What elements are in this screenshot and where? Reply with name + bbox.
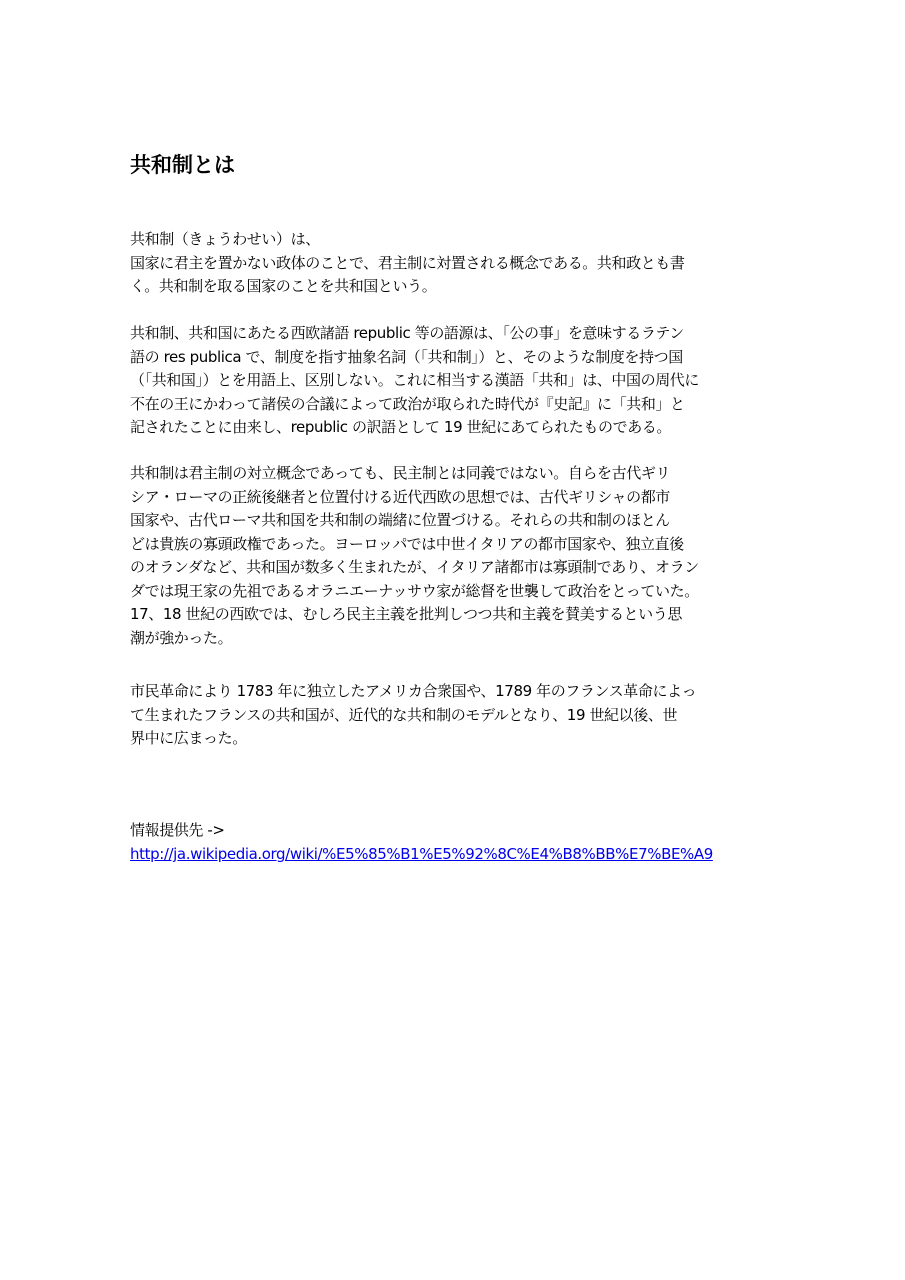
source-section — [130, 818, 713, 866]
text-line: どは貴族の寡頭政権であった。ヨーロッパでは中世イタリアの都市国家や、独立直後 — [130, 534, 684, 553]
text-line: シア・ローマの正統後継者と位置付ける近代西欧の思想では、古代ギリシャの都市 — [130, 487, 670, 506]
text-line: て生まれたフランスの共和国が、近代的な共和制のモデルとなり、19 世紀以後、世 — [130, 705, 678, 724]
text-line: 国家に君主を置かない政体のことで、君主制に対置される概念である。共和政とも書 — [130, 253, 685, 272]
text-line: く。共和制を取る国家のことを共和国という。 — [130, 277, 437, 295]
text-line: 17、18 世紀の西欧では、むしろ民主主義を批判しつつ共和主義を賛美するという思 — [130, 605, 682, 623]
source-label: 情報提供先 -> — [130, 821, 225, 839]
text-line: 共和制は君主制の対立概念であっても、民主制とは同義ではない。自らを古代ギリ — [130, 464, 671, 482]
source-link[interactable]: http://ja.wikipedia.org/wiki/%E5%85%B1%E5%92%8C%E4%B8%BB%E7%BE%A9 — [130, 845, 713, 863]
text-line: 共和制（きょうわせい）は、 — [130, 230, 320, 248]
text-line: （「共和国」）とを用語上、区別しない。これに相当する漢語「共和」は、中国の周代に — [130, 371, 700, 389]
text-line: 国家や、古代ローマ共和国を共和制の端緒に位置づける。それらの共和制のほとん — [130, 511, 670, 529]
text-line: ダでは現王家の先祖であるオラニエーナッサウ家が総督を世襲して政治をとっていた。 — [130, 581, 699, 600]
text-line: 潮が強かった。 — [130, 628, 233, 647]
text-line: のオランダなど、共和国が数多く生まれたが、イタリア諸都市は寡頭制であり、オラン — [130, 558, 699, 576]
page-title: 共和制とは — [130, 153, 235, 177]
paragraph-history — [130, 462, 699, 650]
paragraph-modern — [130, 680, 696, 751]
paragraph-etymology — [130, 322, 699, 440]
text-line: 語の res publica で、制度を指す抽象名詞（「共和制」）と、そのような制度を持つ国 — [130, 347, 683, 366]
text-line: 市民革命により 1783 年に独立したアメリカ合衆国や、1789 年のフランス革命によっ — [130, 682, 697, 700]
paragraph-intro — [130, 228, 685, 299]
text-line: 界中に広まった。 — [130, 729, 247, 747]
text-line: 共和制、共和国にあたる西欧諸語 republic 等の語源は、「公の事」を意味するラテン — [130, 324, 684, 342]
text-line: 記されたことに由来し、republic の訳語として 19 世紀にあてられたものである。 — [130, 418, 671, 436]
text-line: 不在の王にかわって諸侯の合議によって政治が取られた時代が『史記』に「共和」と — [130, 394, 685, 413]
